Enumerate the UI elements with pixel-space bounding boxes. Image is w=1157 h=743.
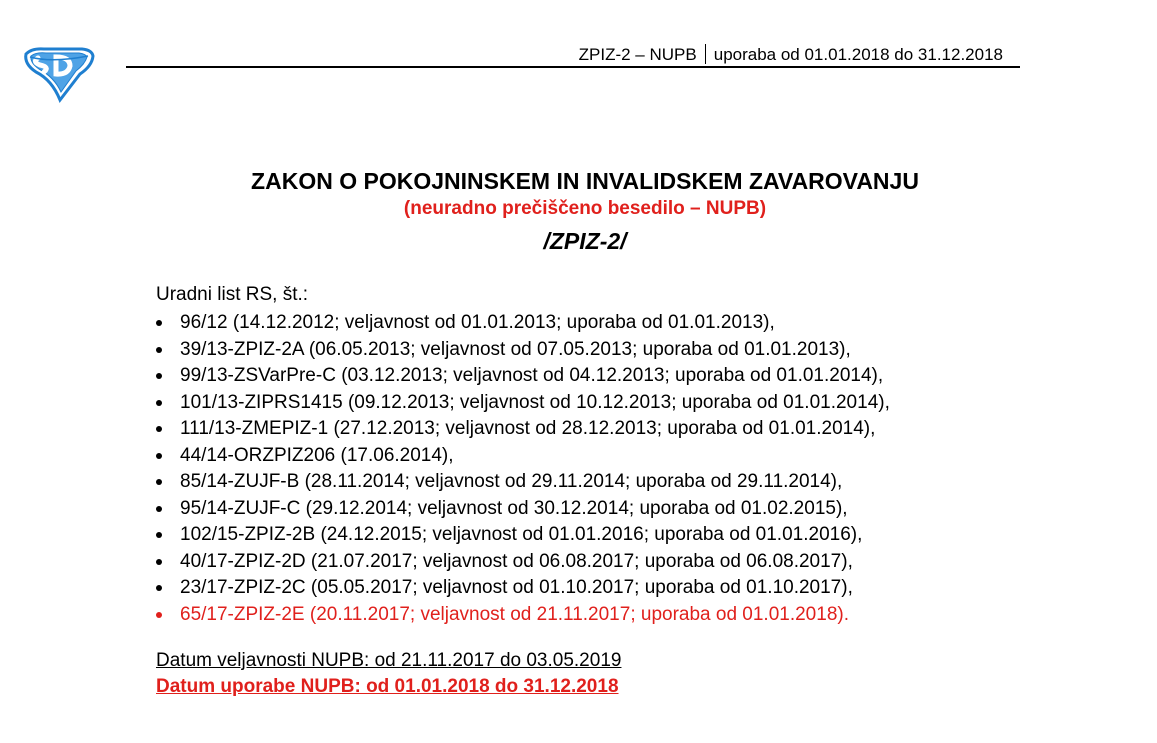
- gazette-item: [156, 549, 890, 576]
- nupb-validity-date: Datum veljavnosti NUPB: od 21.11.2017 do 03.05.2019: [156, 650, 622, 671]
- law-abbreviation: /ZPIZ-2/: [543, 228, 627, 254]
- bullet-icon: [156, 453, 162, 459]
- gazette-item: [156, 496, 890, 523]
- gazette-item-text: 39/13-ZPIZ-2A (06.05.2013; veljavnost od 07.05.2013; uporaba od 01.01.2013),: [180, 338, 851, 360]
- bullet-icon: [156, 400, 162, 406]
- bullet-icon: [156, 347, 162, 353]
- logo: [22, 44, 96, 104]
- gazette-item: [156, 602, 890, 629]
- bullet-icon: [156, 320, 162, 326]
- gazette-item-text: 23/17-ZPIZ-2C (05.05.2017; veljavnost od 01.10.2017; uporaba od 01.10.2017),: [180, 577, 853, 598]
- bullet-icon: [156, 426, 162, 432]
- bullet-icon: [156, 612, 162, 618]
- header-document-code: ZPIZ-2 – NUPB: [578, 45, 697, 64]
- law-subtitle: (neuradno prečiščeno besedilo – NUPB): [403, 198, 767, 219]
- gazette-item: [156, 469, 890, 496]
- bullet-icon: [156, 585, 162, 591]
- gazette-item-text: 85/14-ZUJF-B (28.11.2014; veljavnost od 29.11.2014; uporaba od 29.11.2014),: [180, 471, 843, 492]
- gazette-item: [156, 310, 890, 337]
- gazette-item: [156, 363, 890, 390]
- bullet-icon: [156, 506, 162, 512]
- gazette-item-text: 96/12 (14.12.2012; veljavnost od 01.01.2013; uporaba od 01.01.2013),: [180, 312, 775, 333]
- bullet-icon: [156, 532, 162, 538]
- header-usage-period: uporaba od 01.01.2018 do 31.12.2018: [713, 45, 1003, 64]
- gazette-item: [156, 443, 890, 470]
- gazette-item-text: 95/14-ZUJF-C (29.12.2014; veljavnost od 30.12.2014; uporaba od 01.02.2015),: [180, 497, 848, 519]
- gazette-item-text: 40/17-ZPIZ-2D (21.07.2017; veljavnost od 06.08.2017; uporaba od 06.08.2017),: [180, 550, 853, 572]
- nupb-usage-date: Datum uporabe NUPB: od 01.01.2018 do 31.12.2018: [156, 676, 619, 697]
- bullet-icon: [156, 373, 162, 379]
- gazette-item: [156, 337, 890, 364]
- header-separator: [705, 44, 706, 64]
- bullet-icon: [156, 479, 162, 485]
- gazette-item: [156, 575, 890, 602]
- gazette-heading: Uradni list RS, št.:: [156, 284, 309, 305]
- gazette-item-text: 44/14-ORZPIZ206 (17.06.2014),: [180, 444, 454, 466]
- gazette-item-text: 102/15-ZPIZ-2B (24.12.2015; veljavnost od 01.01.2016; uporaba od 01.01.2016),: [180, 524, 863, 545]
- header-divider: [126, 66, 1020, 68]
- law-title: ZAKON O POKOJNINSKEM IN INVALIDSKEM ZAVAROVANJU: [251, 168, 919, 194]
- gazette-list: [156, 310, 890, 628]
- gazette-item: [156, 390, 890, 417]
- gazette-item-text: 99/13-ZSVarPre-C (03.12.2013; veljavnost od 04.12.2013; uporaba od 01.01.2014),: [180, 365, 884, 386]
- running-header: [579, 44, 1003, 66]
- gazette-item: [156, 416, 890, 443]
- shield-logo-icon: [22, 44, 96, 104]
- gazette-item-text: 111/13-ZMEPIZ-1 (27.12.2013; veljavnost od 28.12.2013; uporaba od 01.01.2014),: [180, 418, 876, 439]
- gazette-item-text: 101/13-ZIPRS1415 (09.12.2013; veljavnost od 10.12.2013; uporaba od 01.01.2014),: [180, 391, 890, 413]
- gazette-item-text: 65/17-ZPIZ-2E (20.11.2017; veljavnost od 21.11.2017; uporaba od 01.01.2018).: [180, 603, 849, 625]
- gazette-item: [156, 522, 890, 549]
- bullet-icon: [156, 559, 162, 565]
